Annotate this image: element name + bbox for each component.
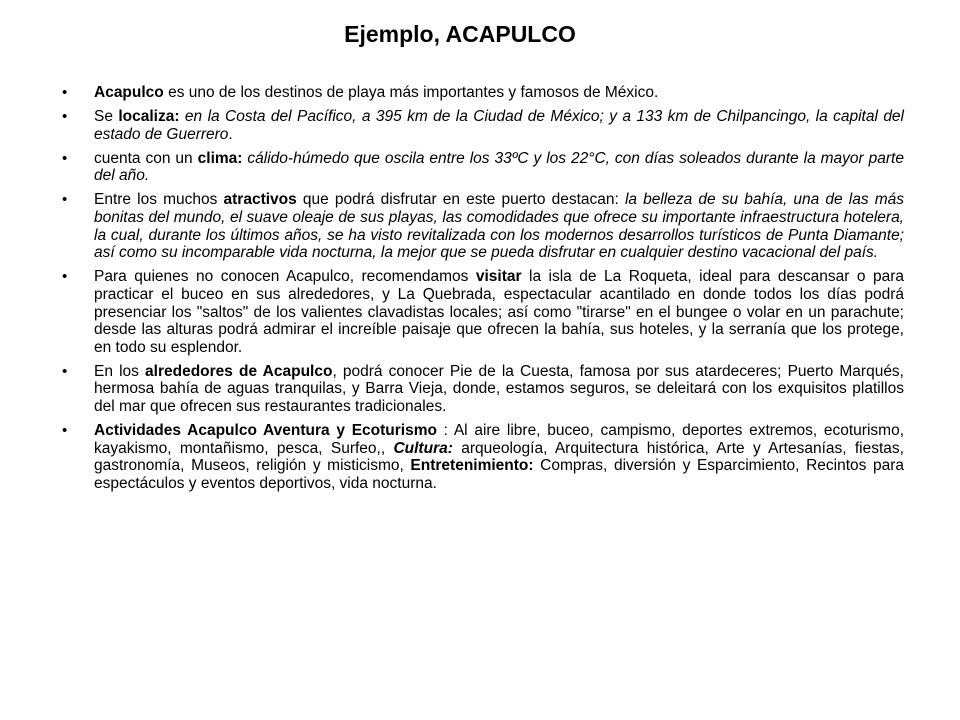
bullet-text-segment: Cultura:	[393, 439, 453, 457]
bullet-text-segment: En los	[94, 362, 146, 380]
bullet-text-segment: , podrá conocer Pie de la Cuesta, famosa por sus atardeceres; Puerto Marqués, hermosa bahía de aguas tranquilas, y Barra Vieja, donde, estamos seguros, se deleitará con los exquisitos platillos del mar que ofrecen sus restaurantes tradicionales.	[94, 362, 904, 415]
bullet-text-segment: Actividades Acapulco Aventura y Ecoturismo	[94, 422, 437, 440]
bullet-item	[62, 422, 904, 492]
bullet-item	[62, 268, 904, 356]
bullet-marker: •	[62, 84, 68, 101]
bullet-marker: •	[62, 268, 68, 286]
bullet-text-segment: Entre los muchos	[94, 191, 224, 209]
bullet-text-segment: Entretenimiento:	[410, 457, 534, 475]
bullet-text-segment: visitar	[475, 268, 522, 286]
bullet-item	[62, 108, 904, 143]
bullet-marker: •	[62, 191, 68, 209]
bullet-text-segment: .	[228, 125, 233, 143]
bullet-text-segment: Para quienes no conocen Acapulco, recomendamos	[94, 268, 476, 286]
bullet-marker: •	[62, 149, 68, 167]
bullet-marker: •	[62, 362, 68, 380]
bullet-text-segment: alrededores de Acapulco	[145, 362, 333, 380]
bullet-marker: •	[62, 108, 68, 126]
bullet-item	[62, 84, 904, 102]
bullet-item	[62, 191, 904, 261]
bullet-text-segment: en la Costa del Pacífico, a 395 km de la Ciudad de México; y a 133 km de Chilpancingo, la capital del estado de Guerrero	[94, 108, 905, 143]
bullet-text-segment: atractivos	[223, 191, 297, 209]
bullet-list	[62, 84, 904, 499]
bullet-text-segment: Se	[94, 108, 119, 126]
bullet-item	[62, 363, 904, 416]
bullet-text-segment: cálido-húmedo que oscila entre los 33ºC y los 22°C, con días soleados durante la mayor parte del año.	[94, 149, 904, 185]
bullet-text-segment: Acapulco	[94, 84, 164, 101]
bullet-text-segment: la isla de La Roqueta, ideal para descansar o para practicar el buceo en sus alrededores, y La Quebrada, espectacular acantilado en donde todos los días podrá presenciar los "saltos" de los valientes clavadistas locales; así como "tirarse" en el bungee o volar en un parachute; desde las alturas podrá admirar el increíble paisaje que ofrecen la bahía, sus hoteles, y la serranía que los protege, en todo su esplendor.	[94, 268, 905, 356]
bullet-text-segment: cuenta con un	[94, 149, 198, 167]
bullet-text-segment: Compras, diversión y Esparcimiento, Recintos para espectáculos y eventos deportivos, vida nocturna.	[94, 457, 904, 492]
bullet-text-segment: clima:	[197, 149, 243, 167]
bullet-text-segment: es uno de los destinos de playa más importantes y famosos de México.	[163, 84, 659, 101]
bullet-text-segment: la belleza de su bahía, una de las más bonitas del mundo, el suave oleaje de sus playas, las comodidades que ofrece su importante infraestructura hotelera, la cual, durante los últimos años, se ha visto revitalizada con los modernos desarrollos turísticos de Punta Diamante; así como su incomparable vida nocturna, la mejor que se pueda disfrutar en cualquier destino vacacional del país.	[94, 191, 905, 262]
slide-title: Ejemplo, ACAPULCO	[344, 21, 576, 47]
bullet-text-segment: : Al aire libre, buceo, campismo, deportes extremos, ecoturismo, kayakismo, montañismo, pesca, Surfeo,,	[94, 422, 904, 457]
bullet-item	[62, 150, 904, 185]
bullet-marker: •	[62, 422, 68, 440]
bullet-text-segment: que podrá disfrutar en este puerto destacan:	[296, 191, 625, 209]
bullet-text-segment: localiza:	[118, 108, 180, 126]
bullet-text-segment: arqueología, Arquitectura histórica, Arte y Artesanías, fiestas, gastronomía, Museos, religión y misticismo,	[94, 439, 904, 475]
